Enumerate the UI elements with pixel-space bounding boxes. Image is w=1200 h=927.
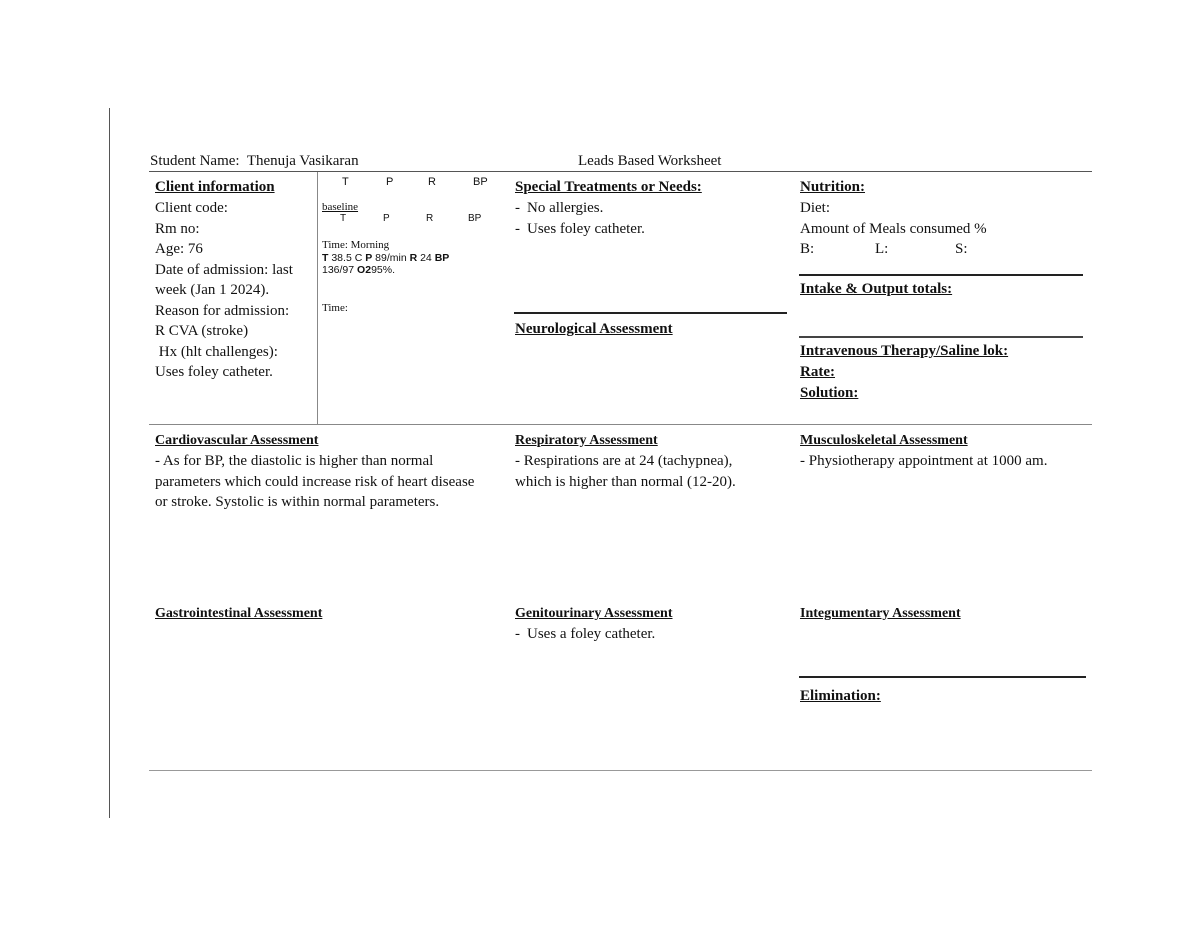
meals-consumed-label: Amount of Meals consumed % bbox=[800, 220, 987, 237]
iv-solution-label: Solution: bbox=[800, 385, 859, 401]
iv-therapy-heading: Intravenous Therapy/Saline lok: bbox=[800, 343, 1009, 359]
breakfast-label: B: bbox=[800, 241, 815, 257]
gastrointestinal-heading: Gastrointestinal Assessment bbox=[155, 606, 323, 621]
reading-r-value: 24 bbox=[420, 252, 432, 264]
reading-p-label: P bbox=[365, 252, 373, 264]
vital-label-r: R bbox=[428, 176, 436, 188]
genitourinary-heading: Genitourinary Assessment bbox=[515, 606, 673, 621]
health-history-value: Uses foley catheter. bbox=[155, 364, 273, 380]
intake-iv-divider bbox=[799, 336, 1083, 338]
student-name-label: Student Name: bbox=[150, 153, 240, 169]
special-treatments-heading: Special Treatments or Needs: bbox=[515, 179, 702, 195]
respiratory-section bbox=[515, 433, 785, 492]
reading-bp-value: 136/97 bbox=[322, 264, 355, 276]
baseline-label: baseline bbox=[322, 201, 359, 213]
time-morning-label: Time: Morning bbox=[322, 239, 390, 251]
cardiovascular-note-line: parameters which could increase risk of heart disease bbox=[155, 473, 475, 490]
neurological-assessment-heading: Neurological Assessment bbox=[515, 321, 673, 337]
baseline-label-bp: BP bbox=[468, 213, 482, 224]
elimination-heading: Elimination: bbox=[800, 688, 881, 704]
reading-bp-label: BP bbox=[434, 252, 450, 264]
client-information-section bbox=[155, 179, 313, 383]
reading-t-label: T bbox=[322, 252, 329, 264]
client-information-heading: Client information bbox=[155, 179, 275, 195]
respiratory-note-line: - Respirations are at 24 (tachypnea), bbox=[515, 453, 733, 469]
genitourinary-item: - Uses a foley catheter. bbox=[515, 626, 656, 642]
special-item: - Uses foley catheter. bbox=[515, 220, 645, 237]
reading-o2-label: O2 bbox=[357, 264, 372, 276]
client-information-lines bbox=[155, 198, 313, 383]
cardiovascular-note-line: - As for BP, the diastolic is higher than normal bbox=[155, 453, 434, 469]
musculoskeletal-note-line: - Physiotherapy appointment at 1000 am. bbox=[800, 453, 1048, 469]
admission-reason-value: R CVA (stroke) bbox=[155, 323, 249, 339]
supper-label: S: bbox=[955, 241, 968, 257]
vitals-top-labels bbox=[342, 176, 492, 190]
musculoskeletal-heading: Musculoskeletal Assessment bbox=[800, 433, 968, 448]
reading-o2-value: 95%. bbox=[371, 264, 395, 276]
special-treatments-section bbox=[515, 179, 787, 239]
genitourinary-section bbox=[515, 606, 785, 645]
mid-rule bbox=[149, 424, 1092, 425]
reading-r-label: R bbox=[409, 252, 418, 264]
left-margin-line bbox=[109, 108, 110, 818]
morning-vitals-reading bbox=[322, 252, 494, 276]
student-name-value: Thenuja Vasikaran bbox=[246, 153, 359, 169]
respiratory-heading: Respiratory Assessment bbox=[515, 433, 658, 448]
integumentary-heading: Integumentary Assessment bbox=[800, 606, 961, 621]
cardiovascular-section bbox=[155, 433, 510, 513]
baseline-label-p: P bbox=[383, 213, 390, 224]
header-rule bbox=[149, 171, 1092, 172]
lunch-label: L: bbox=[875, 241, 889, 257]
admission-reason-label: Reason for admission: bbox=[155, 302, 290, 319]
health-history-label: Hx (hlt challenges): bbox=[155, 343, 278, 360]
intake-output-heading: Intake & Output totals: bbox=[800, 281, 953, 297]
client-code: Client code: bbox=[155, 200, 228, 216]
client-age: Age: 76 bbox=[155, 241, 203, 257]
reading-t-value: 38.5 C bbox=[331, 252, 363, 264]
integ-elim-divider bbox=[799, 676, 1086, 678]
admission-date-label: Date of admission: last bbox=[155, 261, 293, 278]
bottom-rule bbox=[149, 770, 1092, 771]
iv-rate-label: Rate: bbox=[800, 364, 835, 380]
iv-therapy-section bbox=[800, 341, 1085, 404]
vital-label-bp: BP bbox=[473, 176, 488, 188]
nutrition-section bbox=[800, 179, 1085, 259]
cardiovascular-note-line: or stroke. Systolic is within normal parameters. bbox=[155, 494, 440, 510]
nutrition-intake-divider bbox=[799, 274, 1083, 276]
musculoskeletal-section bbox=[800, 433, 1090, 472]
respiratory-note-line: which is higher than normal (12-20). bbox=[515, 473, 736, 490]
baseline-label-r: R bbox=[426, 213, 434, 224]
nutrition-heading: Nutrition: bbox=[800, 179, 865, 195]
special-item: - No allergies. bbox=[515, 200, 604, 216]
student-name-row bbox=[150, 153, 359, 170]
special-neuro-divider bbox=[514, 312, 787, 314]
worksheet-title: Leads Based Worksheet bbox=[578, 153, 722, 169]
room-number: Rm no: bbox=[155, 220, 200, 237]
vitals-baseline-labels bbox=[340, 213, 490, 226]
vital-label-t: T bbox=[342, 176, 349, 188]
diet-label: Diet: bbox=[800, 200, 830, 216]
baseline-label-t: T bbox=[340, 213, 347, 224]
time-label: Time: bbox=[322, 302, 348, 314]
vitals-column-divider bbox=[317, 172, 318, 424]
vital-label-p: P bbox=[386, 176, 394, 188]
reading-p-value: 89/min bbox=[375, 252, 407, 264]
cardiovascular-heading: Cardiovascular Assessment bbox=[155, 433, 319, 448]
admission-date-value: week (Jan 1 2024). bbox=[155, 282, 270, 298]
